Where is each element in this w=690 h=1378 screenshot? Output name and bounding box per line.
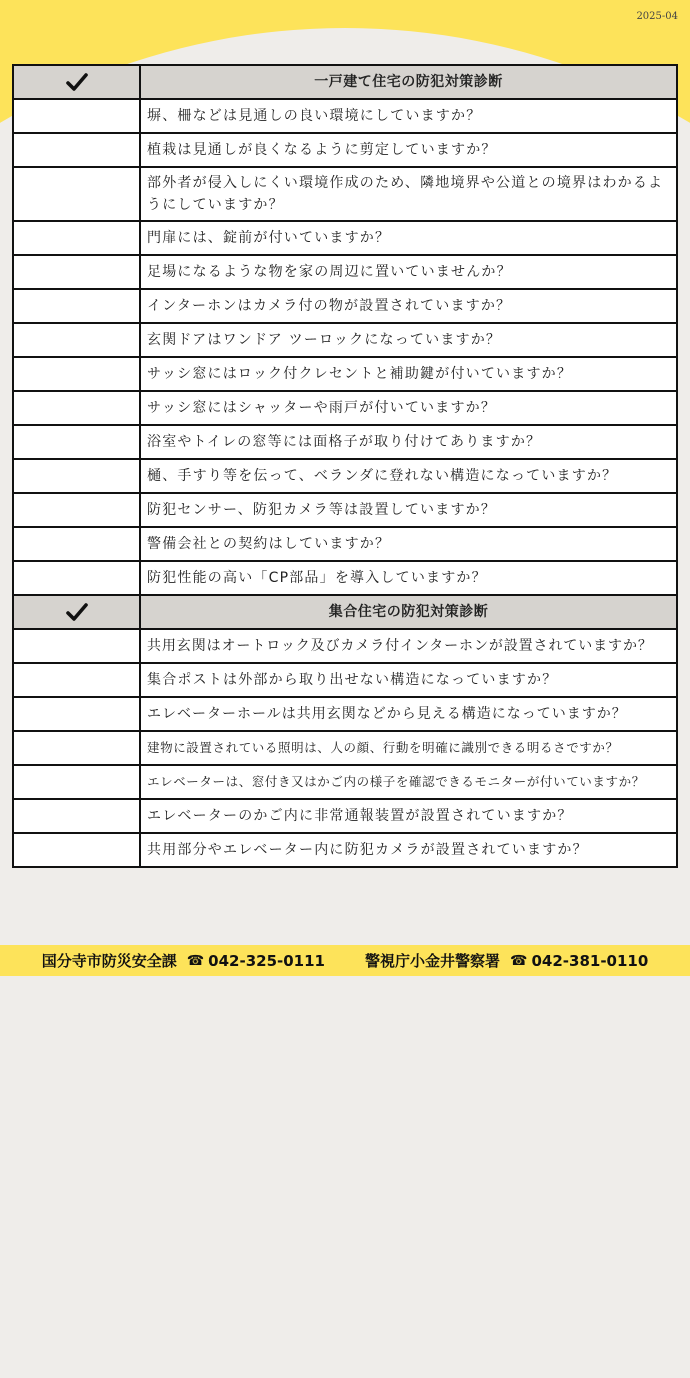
question-text: エレベーターは、窓付き又はかご内の様子を確認できるモニターが付いていますか？ [140,765,677,799]
check-icon [66,73,88,91]
issue-date: 2025-04 [636,11,678,22]
checkbox-cell[interactable] [13,527,140,561]
checkbox-cell[interactable] [13,391,140,425]
checkbox-cell[interactable] [13,323,140,357]
contact-kokubunji-city [42,950,325,971]
question-text: 玄関ドアはワンドア ツーロックになっていますか？ [140,323,677,357]
question-text: 建物に設置されている照明は、人の顔、行動を明確に識別できる明るさですか？ [140,731,677,765]
checklist-row [13,663,677,697]
checklist-row [13,493,677,527]
question-text: 共用部分やエレベーター内に防犯カメラが設置されていますか？ [140,833,677,867]
checklist-row [13,133,677,167]
checklist-row [13,391,677,425]
question-text: エレベーターのかご内に非常通報装置が設置されていますか？ [140,799,677,833]
checklist-row [13,255,677,289]
section-header-apartment [13,595,677,629]
contact-phone[interactable]: 042-325-0111 [208,951,325,970]
question-text: 防犯性能の高い「CP部品」を導入していますか？ [140,561,677,595]
checkbox-cell[interactable] [13,459,140,493]
question-text: 部外者が侵入しにくい環境作成のため、隣地境界や公道との境界はわかるようにしていますか？ [140,167,677,221]
section-header-detached-house [13,65,677,99]
question-text: 植栽は見通しが良くなるように剪定していますか？ [140,133,677,167]
checklist-row [13,527,677,561]
phone-icon: ☎ [186,952,205,969]
question-text: サッシ窓にはロック付クレセントと補助鍵が付いていますか？ [140,357,677,391]
question-text: 集合ポストは外部から取り出せない構造になっていますか？ [140,663,677,697]
checkbox-cell[interactable] [13,133,140,167]
checklist-row [13,289,677,323]
checkbox-cell[interactable] [13,833,140,867]
question-text: 塀、柵などは見通しの良い環境にしていますか？ [140,99,677,133]
checkbox-cell[interactable] [13,697,140,731]
check-column-header [13,595,140,629]
checkbox-cell[interactable] [13,289,140,323]
checkbox-cell[interactable] [13,799,140,833]
question-text: 樋、手すり等を伝って、ベランダに登れない構造になっていますか？ [140,459,677,493]
question-text: 警備会社との契約はしていますか？ [140,527,677,561]
checklist-row [13,561,677,595]
checkbox-cell[interactable] [13,425,140,459]
checkbox-cell[interactable] [13,731,140,765]
checkbox-cell[interactable] [13,357,140,391]
question-text: 足場になるような物を家の周辺に置いていませんか？ [140,255,677,289]
checklist-table [12,64,678,868]
checklist-row [13,697,677,731]
question-text: サッシ窓にはシャッターや雨戸が付いていますか？ [140,391,677,425]
contact-phone[interactable]: 042-381-0110 [531,951,649,970]
question-text: 共用玄関はオートロック及びカメラ付インターホンが設置されていますか？ [140,629,677,663]
checklist-row [13,833,677,867]
question-text: 浴室やトイレの窓等には面格子が取り付けてありますか？ [140,425,677,459]
checklist-row [13,799,677,833]
question-text: エレベーターホールは共用玄関などから見える構造になっていますか？ [140,697,677,731]
checklist-row [13,99,677,133]
question-text: 防犯センサー、防犯カメラ等は設置していますか？ [140,493,677,527]
checkbox-cell[interactable] [13,99,140,133]
checklist-row [13,731,677,765]
checkbox-cell[interactable] [13,221,140,255]
checkbox-cell[interactable] [13,493,140,527]
checklist-row [13,765,677,799]
section-title: 集合住宅の防犯対策診断 [140,595,677,629]
checkbox-cell[interactable] [13,663,140,697]
question-text: インターホンはカメラ付の物が設置されていますか？ [140,289,677,323]
checkbox-cell[interactable] [13,167,140,221]
check-icon [66,603,88,621]
checklist-row [13,357,677,391]
phone-icon: ☎ [510,952,528,969]
contact-name: 警視庁小金井警察署 [365,952,501,970]
checklist-row [13,425,677,459]
check-column-header [13,65,140,99]
contact-footer [0,945,690,976]
checklist-row [13,459,677,493]
contact-koganei-police [365,950,648,971]
checkbox-cell[interactable] [13,629,140,663]
checkbox-cell[interactable] [13,561,140,595]
checkbox-cell[interactable] [13,255,140,289]
checklist-row [13,629,677,663]
checklist-row [13,323,677,357]
section-title: 一戸建て住宅の防犯対策診断 [140,65,677,99]
checklist-row [13,221,677,255]
question-text: 門扉には、錠前が付いていますか？ [140,221,677,255]
checkbox-cell[interactable] [13,765,140,799]
contact-name: 国分寺市防災安全課 [41,952,177,970]
checklist-row [13,167,677,221]
